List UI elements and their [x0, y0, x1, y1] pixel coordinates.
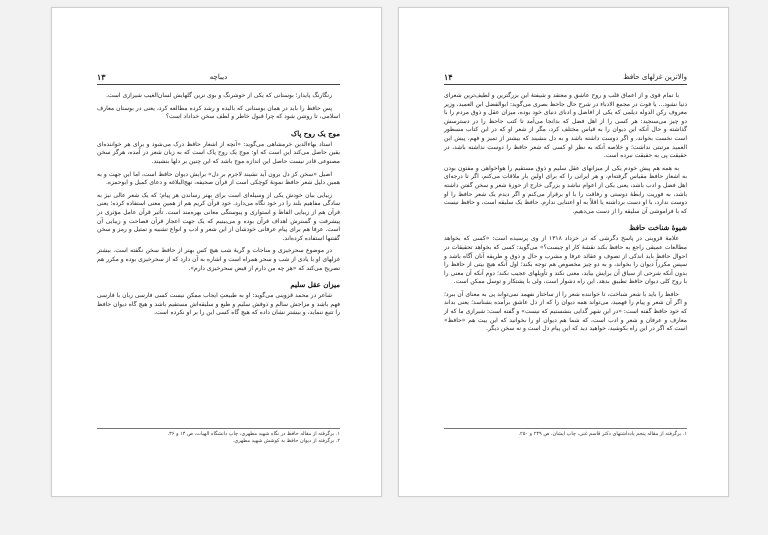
- paragraph: پس حافظ را باید در همان بوستانی که بالیده و رشد کرده مطالعه کرد، یعنی در بوستان معارف اسلامی، تا روشن شود که چرا قبول خاطر و لطف سخن خداداد است؟: [97, 104, 340, 121]
- left-page-header: [97, 72, 340, 85]
- header-title: دیباچه: [209, 73, 228, 81]
- right-page-body: [444, 92, 687, 338]
- paragraph: شاعر در محمد قزوینی می‌گوید: او به طبیعتِ ایجاب ممکن نیست کسی فارسی زبان با فارسی فهم باشد و مزاجش سالم و ذوقش سلیم و طبع و سلیقه‌اش مستقیم باشد و هیچ گاه دیوان حافظ را تتبع ننماید، و بیشتر نشان داده که هیچ گاه کسی این را بر او نکرده است.: [97, 292, 340, 317]
- page-number: ۱۳: [97, 72, 106, 82]
- section-heading: میزان عقل سلیم: [290, 280, 340, 290]
- header-label: والاترین غزلهای حافظ: [623, 73, 687, 81]
- paragraph: به همه هم پیش خودم یکی از میزانهای عقل سلیم و ذوق مستقیم را هواخواهی و مفتون بودن به اشعار حافظ مقیاس گرفته‌ام، و هر ایرانی را که برای اولین بار ملاقات می‌کنم، اگر تا درجه‌ای اهل فضل و ادب باشد، یعنی یکی از اعوام نباشد و بزرگی خارج از حوزهٔ شعر و سخن گفتن داشته باشد، به فوریت رابطهٔ دوستی و رفاقت را با او برقرار می‌کنم و اگر دیدم یک شعر حافظ را او دوست ندارد، با او دست برداشته یا اقلاً به او اعتنایی ندارم. حافظ یک سلیقه است، و حافظ نیست که با فراموشی آن سلیقه را از دست می‌دهیم.: [444, 164, 687, 215]
- paragraph: اصیل «سخن کز دل برون آید نشیند لاجرم بر دل» برایش دیوان حافظ است، اما این جهت و به همین دلیل شعر حافظ نمونهٔ کوچکی است از قرآن صحیفه، نهج‌البلاغه و دعای کمیل و ابوحمزه.: [97, 170, 340, 187]
- footnote: ۱. برگرفته از مقاله پنجم یادداشتهای دکتر قاسم غنی، چاپ ایشان، ص ۲۴۹ و ۲۵۰.: [518, 431, 687, 437]
- paragraph: در موضوع سحرخیزی و مناجات و گریهٔ شب هیچ کس بهتر از حافظ سخن نگفته است. بیشتر غزلهای او با یادی از شب و سحر همراه است و اشاره به آن دارد که از سحرخیزی بوده و مکرر هم تصریح می‌کند که «هر چه من دارم از فیض سحرخیزی دارم».: [97, 247, 340, 272]
- paragraph: با تمام قوی و از اعماق قلب و روح عاشق و معتقد و شیفتهٔ این بزرگترین و لطیف‌ترین شعرای دنیا نشود... یا فوت در مجمع الادباء در شرح حال جاحظ بصری می‌گوید: ابوالفضل ابن العمید، وزیر معروف رکن الدوله دیلمی که یکی از افاضل و ادبای دنیای خود بوده، میزان عقل و ذوق مردم را با دو چیز می‌سنجید: هر کسی را از اهل فضل که بدانجا می‌آمد تا کتب جاحظ را در دسترسش گذاشته و حال آنکه این دیوان را به قیاس مختلف کرد، مگر از شعر او که در این کتاب مسطور است نخست بخواند، و اگر دوست داشته باشد و به دل بنشیند که بیشتر از تمیز و فهم، پیش ابن العمید مرتبتی نداشت؛ و خلاصه آنکه به نظر او کسی که شعر حافظ را دوست نداشته باشد، در حقیقت پی به حقیقت نبرده است.: [444, 92, 687, 160]
- left-page-body: [97, 92, 340, 322]
- footnotes: [444, 428, 687, 438]
- footnote: ۲. برگرفته از دیوان حافظ به کوشش شهید مطهری.: [232, 438, 340, 444]
- right-page-header: [444, 72, 687, 85]
- paragraph: رنگارنگ پایدار؛ بوستانی که یکی از خوشرنگ و بوی ترین گلهایش لسان‌الغیب شیرازی است.: [106, 92, 332, 99]
- paragraph: حافظ را باید با شعر شناخت، تا خواننده شعر را از ساختار نفهمد نمی‌تواند پی به معنای آن ببرد؛ و اگر آن شعر و پیام را فهمید، می‌تواند همه دیوان را که از دل عاشق برآمده بشناسد؛ یعنی بداند که خود حافظ گفته است: «در این شهر گدایی بنشستیم که نیست» و گفته است: شیرازی ما که از معارف و عرفان و شعر و ادب است، که شما هم دیوان او را بخوانید که این بیت هم «حافظ» است که اگر در این راه بکوشید، خواهید دید که این پیام دل است و نه سخن دیگر.: [444, 290, 687, 333]
- footnotes: [97, 428, 340, 445]
- page-number: ۱۴: [444, 72, 453, 82]
- section-heading: شیوهٔ شناخت حافظ: [629, 223, 687, 233]
- paragraph: استاد بهاء‌الدین خرمشاهی می‌گوید: «آنچه از اشعار حافظ درک می‌شود و برای هر خواننده‌ای یقین حاصل می‌کند این است که او: موج یک روح پاک است که به زبان شعر در آمده، هرگز سخن مصنوعی قادر نیست حاصل این اندازه موج باشد که این چنین بر دلها بنشیند.: [97, 140, 340, 165]
- footnote: ۱. برگرفته از مقاله حافظ در نگاه شهید مطهری، چاپ دانشگاه الهیات، ص ۱۴ و ۳۶.: [167, 431, 340, 437]
- section-heading: موج یک روح پاک: [290, 128, 340, 138]
- left-page: [51, 7, 382, 497]
- paragraph: علامهٔ قزوینی در پاسخ دگرشی که در خرداد ۱۳۱۸ از وی پرسیده است: «کسی که بخواهد مطالعات عمیقی راجع به حافظ بکند نقشهٔ کار او چیست؟» می‌گوید: کسی که بخواهد تحقیقات در احوال حافظ باید اندکی از تصوف و عقائد عرفا و مشرب و حال و ذوق و طریقه آنان آگاه باشد و سپس مکرراً دیوان را بخواند، و به دو چیز مخصوص هم توجه بکند؛ اول آنکه هیچ بیتی از حافظ را بدون آنکه شرحی از سیاق آن برایش بیاید، معنی نکند و تأویلهای عجیب نکند؛ دوم آنکه آن معنی را با روح کلی دیوان حافظ تطبیق بدهد. این راه دشوار است، ولی با پشتکار و توسل ممکن است.: [444, 235, 687, 286]
- paragraph: زیبایی بیان خودش یکی از وسیله‌ای است برای بهتر رساندن هر پیام؛ که یک شعر عالی نیز به سادگی مفاهیم بلند را در خود نگاه می‌دارد. خود قرآن کریم هم از همین معنی استفاده کرده؛ یعنی قرآن هم از زیبایی الفاظ و استواری و پیوستگی معانی بهره‌مند است. تأثیر قرآن عامل مؤثری در پیشرفت و گسترش اهداف قرآن بوده و می‌بینیم که یک جهت اعجاز قرآن فصاحت و زیبایی آن است. عرفا هم برای پیام عرفانی خودشان از این شعر و ادب و انواع تشبیه و تمثیل و رمز و سخن گفتنها استفاده کرده‌اند.: [97, 191, 340, 242]
- right-page: [398, 7, 729, 497]
